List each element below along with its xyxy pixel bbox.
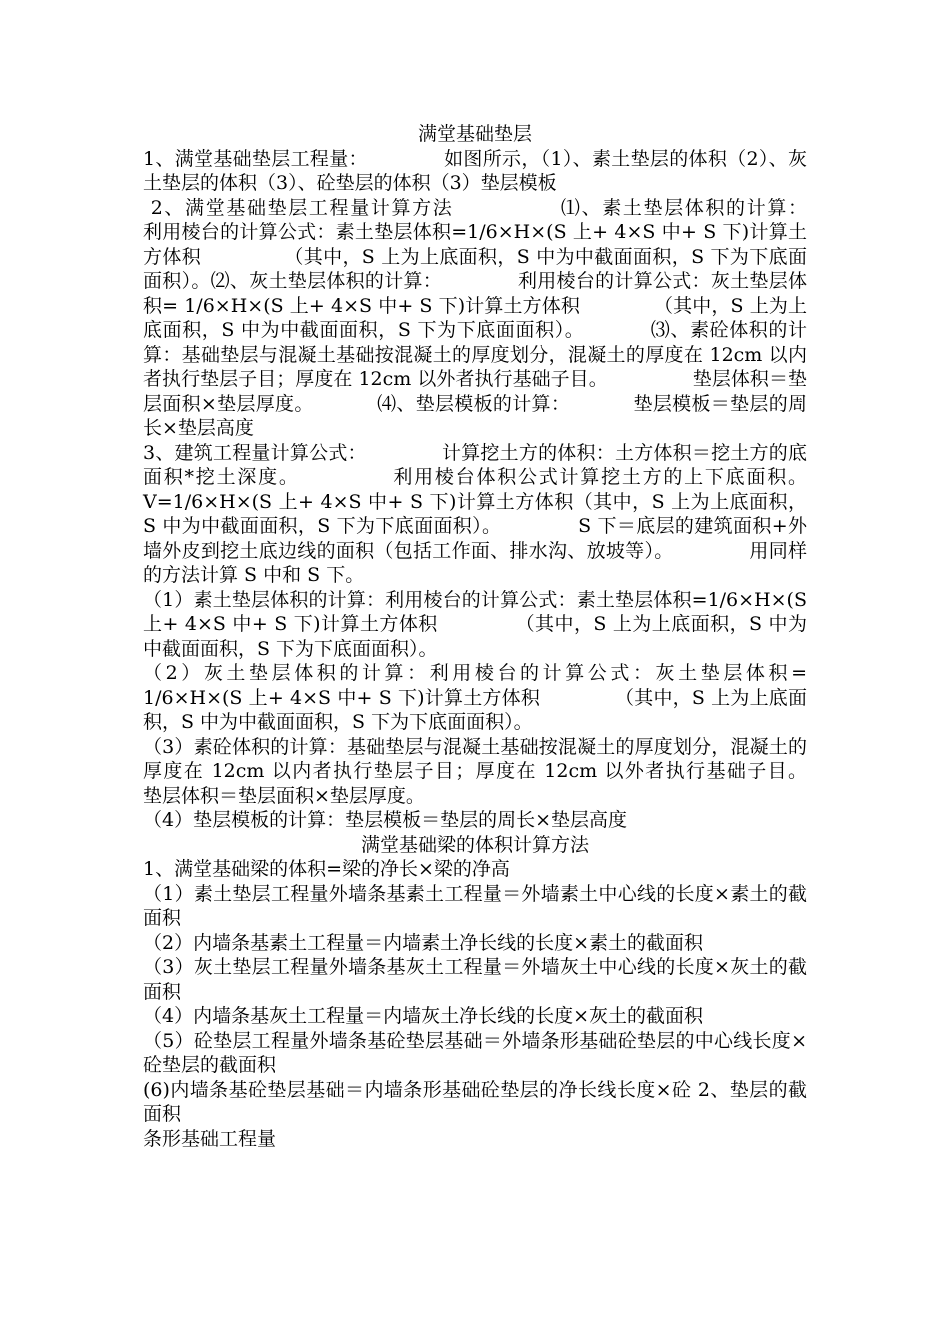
paragraph-4: （1）素土垫层体积的计算：利用棱台的计算公式：素土垫层体积=1/6×H×(S 上+ 4×S 中+ S 下)计算土方体积 （其中，S 上为上底面积，S 中为中截面面积，S 下为下底面面积）。: [143, 588, 814, 660]
paragraph-13: （5）砼垫层工程量外墙条基砼垫层基础＝外墙条形基础砼垫层的中心线长度×砼垫层的截面积: [143, 1029, 807, 1076]
paragraph-10: （2）内墙条基素土工程量＝内墙素土净长线的长度×素土的截面积: [143, 931, 704, 954]
paragraph-5: （2）灰土垫层体积的计算：利用棱台的计算公式：灰土垫层体积= 1/6×H×(S 上+ 4×S 中+ S 下)计算土方体积 （其中，S 上为上底面积，S 中为中截面面积，S 下为下底面面积）。: [143, 662, 814, 733]
paragraph-3: 3、建筑工程量计算公式： 计算挖土方的体积：土方体积＝挖土方的底面积*挖土深度。 利用棱台体积公式计算挖土方的上下底面积。 V=1/6×H×(S 上+ 4×S 中+ S 下)计算土方体积（其中，S 上为上底面积，S 中为中截面面积，S 下为下底面面积）。 S 下＝底层的建筑面积+外墙外皮到挖土底边线的面积（包括工作面、排水沟、放坡等）。 用同样的方法计算 S 中和 S 下。: [143, 441, 856, 586]
document-page: [143, 122, 880, 1151]
paragraph-15: 条形基础工程量: [143, 1127, 277, 1150]
paragraph-8: 1、满堂基础梁的体积=梁的净长×梁的净高: [143, 858, 510, 880]
paragraph-7: （4）垫层模板的计算：垫层模板＝垫层的周长×垫层高度: [143, 809, 628, 831]
paragraph-11: （3）灰土垫层工程量外墙条基灰土工程量＝外墙灰土中心线的长度×灰土的截面积: [143, 956, 807, 1003]
paragraph-14: (6)内墙条基砼垫层基础＝内墙条形基础砼垫层的净长线长度×砼 2、垫层的截面积: [143, 1078, 807, 1125]
paragraph-9: （1）素土垫层工程量外墙条基素土工程量＝外墙素土中心线的长度×素土的截面积: [143, 882, 807, 929]
paragraph-12: （4）内墙条基灰土工程量＝内墙灰土净长线的长度×灰土的截面积: [143, 1005, 704, 1027]
paragraph-1: 1、满堂基础垫层工程量： 如图所示，（1）、素土垫层的体积（2）、灰土垫层的体积（3）、砼垫层的体积（3）垫层模板: [143, 147, 807, 194]
section-title-slab-cushion: 满堂基础垫层: [417, 123, 532, 145]
paragraph-6: （3）素砼体积的计算：基础垫层与混凝土基础按混凝土的厚度划分，混凝土的厚度在 12cm 以内者执行垫层子目；厚度在 12cm 以外者执行基础子目。 垫层体积＝垫层面积×垫层厚度。: [143, 735, 880, 807]
paragraph-2: 2、满堂基础垫层工程量计算方法 ⑴、素土垫层体积的计算： 利用棱台的计算公式：素土垫层体积=1/6×H×(S 上+ 4×S 中+ S 下)计算土方体积 （其中，S 上为上底面积，S 中为中截面面积，S 下为下底面面积）。⑵、灰土垫层体积的计算： 利用棱台的计算公式：灰土垫层体积= 1/6×H×(S 上+ 4×S 中+ S 下)计算土方体积 （其中，S 上为上底面积，S 中为中截面面积，S 下为下底面面积）。 ⑶、素砼体积的计算：基础垫层与混凝土基础按混凝土的厚度划分，混凝土的厚度在 12cm 以内者执行垫层子目；厚度在 12cm 以外者执行基础子目。 垫层体积＝垫层面积×垫层厚度。 ⑷、垫层模板的计算： 垫层模板＝垫层的周长×垫层高度: [143, 196, 862, 439]
section-title-slab-beam: 满堂基础梁的体积计算方法: [360, 833, 589, 856]
